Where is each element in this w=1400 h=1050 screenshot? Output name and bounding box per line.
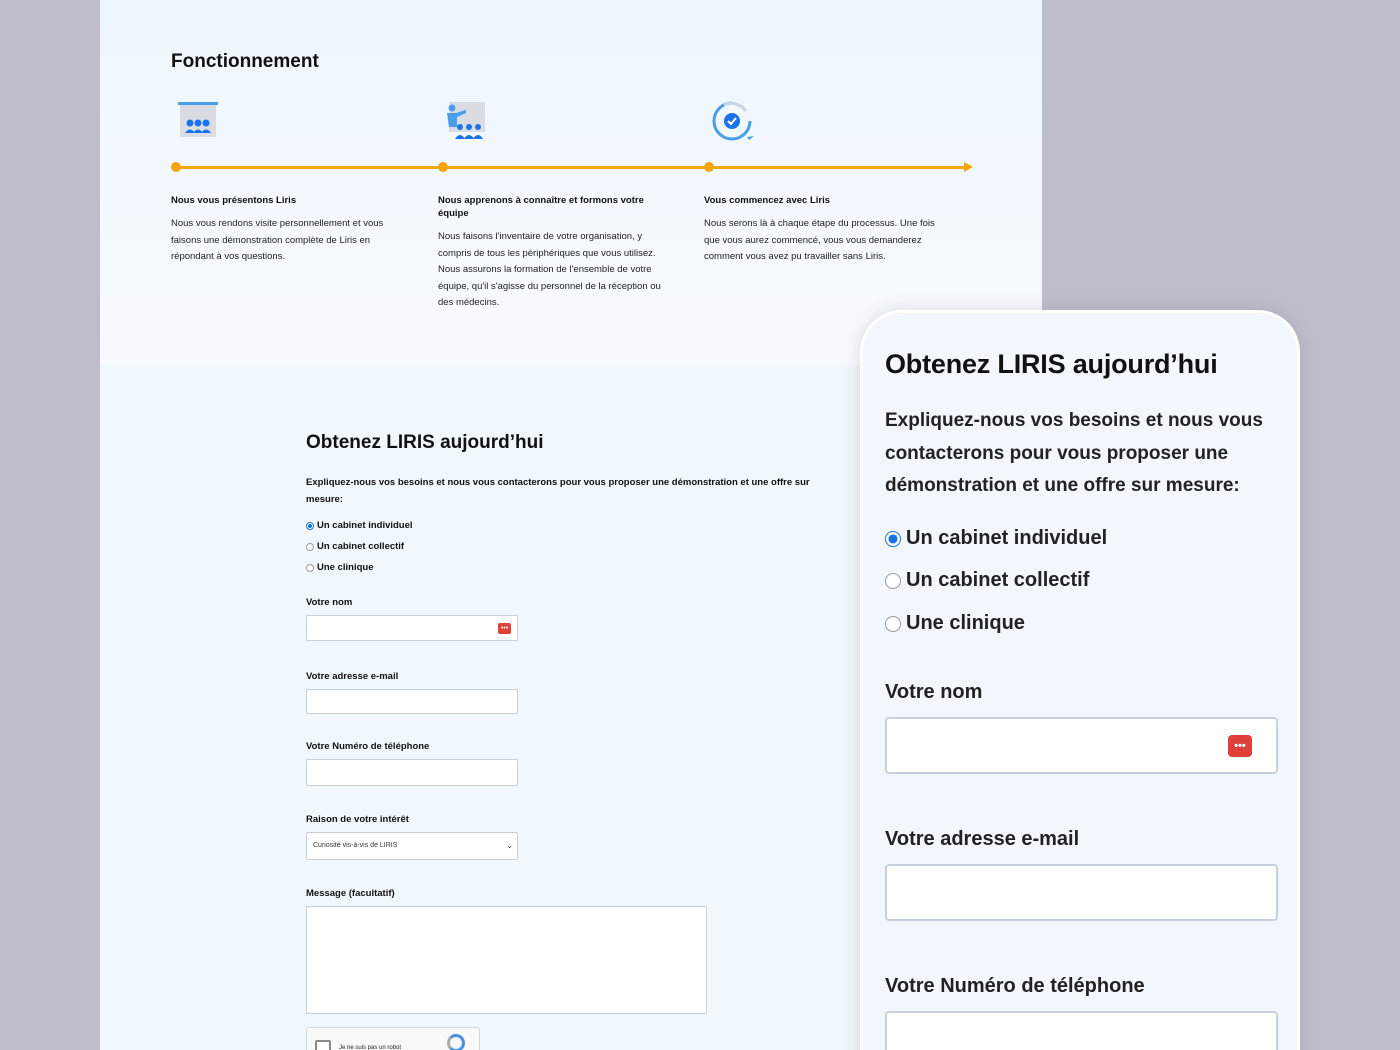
form-title: Obtenez LIRIS aujourd’hui [306, 432, 544, 453]
radio-button[interactable] [306, 543, 314, 551]
password-manager-icon[interactable]: ••• [1228, 735, 1252, 757]
radio-button-checked[interactable] [885, 531, 901, 547]
mobile-form-intro: Expliquez-nous vos besoins et nous vous contacterons pour vous proposer une démonstration et une offre sur mesure: [885, 410, 1263, 496]
radio-label: Une clinique [906, 612, 1025, 634]
step-3-title: Vous commencez avec Liris [704, 195, 831, 206]
email-input[interactable] [306, 689, 518, 714]
timeline-dot [438, 162, 448, 172]
password-manager-icon[interactable]: ••• [498, 623, 511, 634]
message-textarea[interactable] [306, 906, 707, 1014]
recaptcha-widget[interactable] [306, 1027, 480, 1050]
mobile-form-title: Obtenez LIRIS aujourd’hui [885, 349, 1218, 379]
presentation-icon [176, 99, 220, 143]
mobile-radio-individual[interactable] [885, 527, 1107, 550]
step-1-text: Nous vous rendons visite personnellement et vous faisons une démonstration complète de Liris en répondant à vos questions. [171, 218, 384, 262]
chevron-down-icon: ⌄ [506, 841, 513, 850]
radio-button[interactable] [306, 564, 314, 572]
reason-select-value: Curiosité vis-à-vis de LIRIS [313, 842, 398, 849]
timeline-dot [704, 162, 714, 172]
form-intro: Expliquez-nous vos besoins et nous vous contacterons pour vous proposer une démonstration et une offre sur mesure: [306, 477, 810, 505]
mobile-email-label: Votre adresse e-mail [885, 828, 1080, 850]
radio-button[interactable] [885, 616, 901, 632]
captcha-checkbox[interactable] [315, 1040, 331, 1050]
radio-individual[interactable] [306, 520, 413, 531]
mobile-radio-clinic[interactable] [885, 612, 1025, 635]
email-label: Votre adresse e-mail [306, 671, 399, 682]
refresh-check-icon [710, 99, 754, 143]
reason-label: Raison de votre intérêt [306, 814, 409, 825]
timeline-line [175, 166, 967, 169]
step-1-title: Nous vous présentons Liris [171, 195, 297, 206]
radio-label: Un cabinet collectif [906, 569, 1090, 591]
timeline-arrow [964, 162, 973, 172]
phone-label: Votre Numéro de téléphone [306, 741, 430, 752]
mobile-phone-input[interactable] [885, 1011, 1278, 1050]
training-icon [443, 99, 487, 143]
radio-collective[interactable] [306, 541, 404, 552]
name-input[interactable] [306, 615, 518, 641]
mobile-mockup [860, 310, 1300, 1050]
radio-button[interactable] [885, 573, 901, 589]
radio-button-checked[interactable] [306, 522, 314, 530]
radio-label: Une clinique [317, 562, 374, 573]
mobile-name-label: Votre nom [885, 681, 983, 703]
how-it-works-title: Fonctionnement [171, 51, 319, 72]
captcha-label: Je ne suis pas un robot [339, 1045, 402, 1050]
phone-input[interactable] [306, 759, 518, 786]
mobile-name-input[interactable] [885, 717, 1278, 774]
timeline-dot [171, 162, 181, 172]
step-2-text: Nous faisons l'inventaire de votre organisation, y compris de tous les périphériques que vous utilisez. Nous assurons la formation de l'ensemble de votre équipe, qu'il s'agisse du personnel de la réception ou des médecins. [438, 231, 661, 308]
radio-label: Un cabinet individuel [906, 527, 1108, 549]
mobile-email-input[interactable] [885, 864, 1278, 921]
radio-label: Un cabinet individuel [317, 520, 413, 531]
recaptcha-icon [447, 1034, 465, 1050]
mobile-radio-collective[interactable] [885, 569, 1089, 592]
step-3-text: Nous serons là à chaque étape du processus. Une fois que vous aurez commencé, vous vous demanderez comment vous avez pu travailler sans Liris. [704, 218, 935, 262]
step-2-title: Nous apprenons à connaître et formons votre équipe [438, 195, 644, 219]
reason-select[interactable] [306, 832, 518, 860]
message-label: Message (facultatif) [306, 888, 395, 899]
name-label: Votre nom [306, 597, 353, 608]
radio-clinic[interactable] [306, 562, 373, 573]
radio-label: Un cabinet collectif [317, 541, 405, 552]
mobile-phone-label: Votre Numéro de téléphone [885, 975, 1145, 997]
